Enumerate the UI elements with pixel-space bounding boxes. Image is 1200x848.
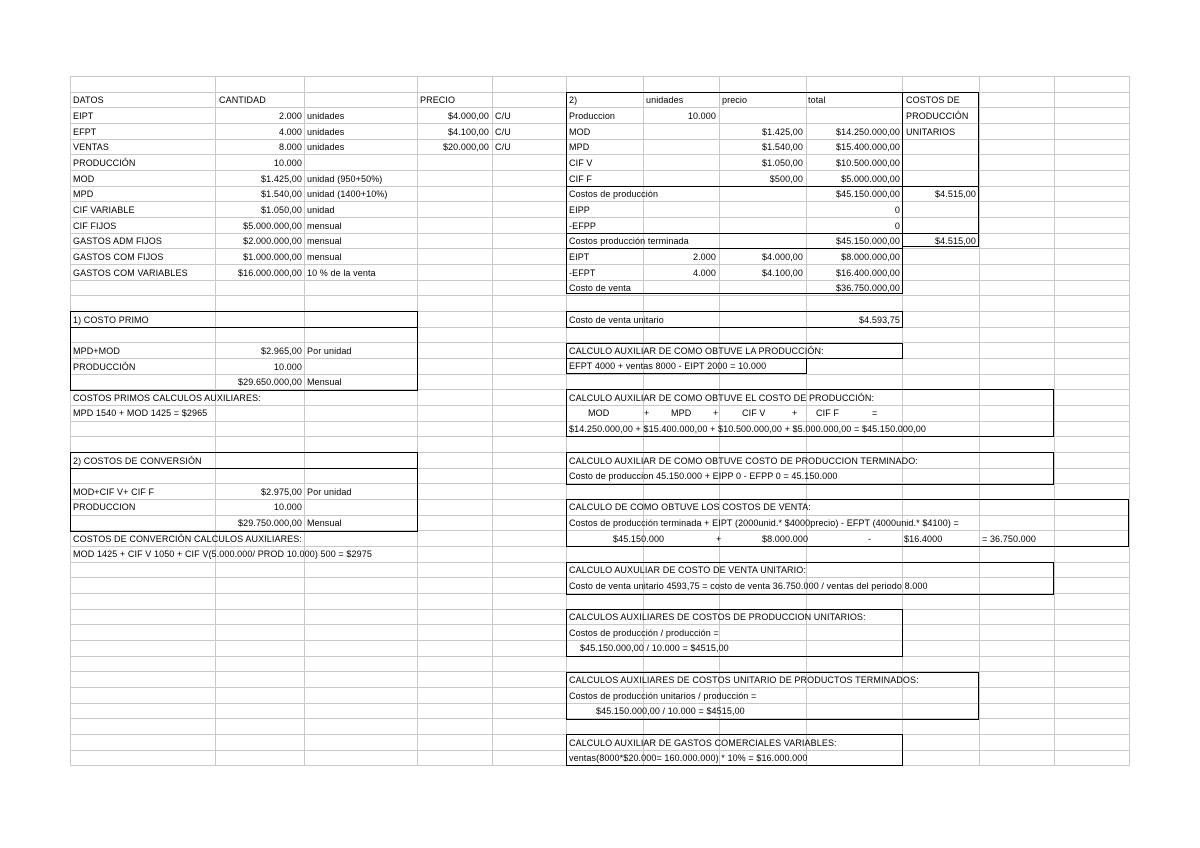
aux-unit-line: $45.150.000,00 / 10.000 = $4515,00: [580, 643, 729, 653]
terminada-total: $45.150.000,00: [836, 236, 900, 246]
precio-header: PRECIO: [420, 95, 456, 105]
datos-cantidad: 8.000: [278, 142, 302, 152]
datos-unidad: unidades: [307, 111, 345, 121]
datos-label: MPD: [73, 189, 94, 199]
datos-label: VENTAS: [73, 142, 109, 152]
costo-primo-value: 10.000: [273, 362, 302, 372]
costo-primo-aux-title: COSTOS PRIMOS CALCULOS AUXILIARES:: [73, 393, 261, 403]
aux-costo-plus: +: [792, 408, 798, 418]
section2-total: $10.500.000,00: [836, 158, 900, 168]
aux-term-title: CALCULO AUXILIAR DE COMO OBTUVE COSTO DE PRODUCCION TERMINADO:: [569, 456, 918, 466]
aux-term-unit-title: CALCULOS AUXILIARES DE COSTOS UNITARIO DE PRODUCTOS TERMINADOS:: [569, 675, 919, 685]
aux-prod-title: CALCULO AUXILIAR DE COMO OBTUVE LA PRODUCCIÓN:: [569, 346, 824, 356]
costo-venta-total: $36.750.000,00: [836, 283, 900, 293]
datos-cantidad: 10.000: [273, 158, 302, 168]
section2-precio: $1.425,00: [762, 127, 803, 137]
grid-row-line: [70, 295, 1130, 296]
aux-venta-value: $8.000.000: [762, 534, 809, 544]
aux-venta-plus: +: [716, 534, 722, 544]
aux-costo-ciff: CIF F: [816, 408, 839, 418]
terminada-unitario: $4.515,00: [935, 236, 976, 246]
datos-unidad: unidades: [307, 142, 345, 152]
aux-venta-result: = 36.750.000: [982, 534, 1037, 544]
costo-primo-title: 1) COSTO PRIMO: [73, 315, 149, 325]
eipp-value: 0: [894, 205, 900, 215]
section2-total: $15.400.000,00: [836, 142, 900, 152]
section2-label: CIF V: [569, 158, 593, 168]
aux-costo-plus: +: [644, 408, 650, 418]
aux-term-unit-line: Costos de producción unitarios / producción =: [569, 691, 757, 701]
costos-unitarios-header: PRODUCCIÓN: [906, 111, 969, 121]
datos-label: GASTOS ADM FIJOS: [73, 236, 162, 246]
efpt-precio: $4.100,00: [762, 268, 803, 278]
section2-total: $14.250.000,00: [836, 127, 900, 137]
eipt-precio: $4.000,00: [762, 252, 803, 262]
datos-cantidad: 4.000: [278, 127, 302, 137]
costo-primo-unit: Por unidad: [307, 346, 352, 356]
efpp-label: -EFPP: [569, 221, 597, 231]
aux-venta-formula: Costos de producción terminada + EIPT (2000unid.* $4000precio) - EFPT (4000unid.* $4100) =: [569, 518, 959, 528]
costos-conversion-aux-title: COSTOS DE CONVERCIÓN CALCULOS AUXILIARES:: [73, 534, 302, 544]
section2-precio: $500,00: [769, 174, 803, 184]
aux-prod-formula: EFPT 4000 + ventas 8000 - EIPT 2000 = 10.000: [569, 361, 767, 371]
datos-unidad: unidad (950+50%): [307, 174, 383, 184]
eipp-label: EIPP: [569, 205, 590, 215]
eipt-units: 2.000: [692, 252, 716, 262]
datos-unidad: unidad (1400+10%): [307, 189, 388, 199]
cantidad-header: CANTIDAD: [219, 95, 266, 105]
datos-cantidad: $16.000.000,00: [238, 268, 302, 278]
rule: [566, 248, 903, 249]
aux-term-formula: Costo de produccion 45.150.000 + EIPP 0 - EFPP 0 = 45.150.000: [569, 471, 838, 481]
efpt-units: 4.000: [692, 268, 716, 278]
grid-row-line: [70, 76, 1130, 77]
section2-precio: $1.540,00: [762, 142, 803, 152]
datos-header: DATOS: [73, 95, 104, 105]
aux-cvu-formula: Costo de venta unitario 4593,75 = costo de venta 36.750.000 / ventas del periodo 8.000: [569, 581, 928, 591]
costos-conversion-value: $29.750.000,00: [238, 518, 302, 528]
datos-cantidad: $1.540,00: [261, 189, 302, 199]
efpp-value: 0: [894, 221, 900, 231]
aux-unit-title: CALCULOS AUXILIARES DE COSTOS DE PRODUCCION UNITARIOS:: [569, 612, 866, 622]
aux-costo-mpd: MPD: [671, 408, 692, 418]
aux-costo-formula: $14.250.000,00 + $15.400.000,00 + $10.500.000,00 + $5.000.000,00 = $45.150.000,00: [569, 424, 926, 434]
costos-conversion-unit: Mensual: [307, 518, 342, 528]
costo-primo-aux-formula: MPD 1540 + MOD 1425 = $2965: [73, 408, 208, 418]
costos-produccion-unitario: $4.515,00: [935, 189, 976, 199]
costos-conversion-unit: Por unidad: [307, 487, 352, 497]
datos-cantidad: $1.050,00: [261, 205, 302, 215]
aux-gastos-formula: ventas(8000*$20.000= 160.000.000) * 10% = $16.000.000: [569, 753, 808, 763]
datos-label: CIF FIJOS: [73, 221, 117, 231]
datos-label: CIF VARIABLE: [73, 205, 135, 215]
datos-label: GASTOS COM VARIABLES: [73, 268, 188, 278]
datos-cantidad: $1.425,00: [261, 174, 302, 184]
datos-unidad: mensual: [307, 236, 342, 246]
cvu-value: $4.593,75: [859, 315, 900, 325]
aux-cvu-title: CALCULO AUXULIAR DE COSTO DE VENTA UNITARIO:: [569, 565, 806, 575]
datos-precio: $20.000,00: [442, 142, 489, 152]
costo-primo-label: PRODUCCIÓN: [73, 362, 136, 372]
produccion-label: Produccion: [569, 111, 616, 121]
datos-cantidad: $5.000.000,00: [243, 221, 302, 231]
costos-conversion-value: 10.000: [273, 502, 302, 512]
costo-venta-label: Costo de venta: [569, 283, 631, 293]
aux-unit-line: Costos de producción / producción =: [569, 628, 719, 638]
aux-venta-title: CALCULO DE COMO OBTUVE LOS COSTOS DE VENTA:: [569, 502, 812, 512]
datos-cu: C/U: [495, 111, 511, 121]
terminada-label: Costos producción terminada: [569, 236, 689, 246]
section2-precio: $1.050,00: [762, 158, 803, 168]
datos-label: EFPT: [73, 127, 97, 137]
cvu-label: Costo de venta unitario: [569, 315, 664, 325]
datos-label: EIPT: [73, 111, 94, 121]
eipt-total: $8.000.000,00: [841, 252, 900, 262]
aux-term-unit-line: $45.150.000,00 / 10.000 = $4515,00: [596, 706, 745, 716]
datos-label: MOD: [73, 174, 95, 184]
datos-cantidad: 2.000: [278, 111, 302, 121]
costo-primo-label: MPD+MOD: [73, 346, 120, 356]
section2-number: 2): [569, 95, 578, 105]
section2-label: MPD: [569, 142, 590, 152]
aux-venta-value: $45.150.000: [613, 534, 665, 544]
datos-cu: C/U: [495, 142, 511, 152]
costo-primo-unit: Mensual: [307, 377, 342, 387]
costos-conversion-aux-formula: MOD 1425 + CIF V 1050 + CIF V(5.000.000/ PROD 10.000) 500 = $2975: [73, 549, 372, 559]
datos-cu: C/U: [495, 127, 511, 137]
costos-conversion-value: $2.975,00: [261, 487, 302, 497]
aux-costo-eq: =: [872, 408, 878, 418]
section2-unidades-header: unidades: [646, 95, 684, 105]
aux-costo-title: CALCULO AUXILIAR DE COMO OBTUVE EL COSTO DE PRODUCCIÓN:: [569, 393, 875, 403]
section2-label: CIF F: [569, 174, 592, 184]
aux-costo-plus: +: [713, 408, 719, 418]
costo-primo-value: $29.650.000,00: [238, 377, 302, 387]
costos-conversion-label: PRODUCCION: [73, 502, 136, 512]
aux-costo-cifv: CIF V: [742, 408, 766, 418]
costos-conversion-title: 2) COSTOS DE CONVERSIÓN: [73, 456, 202, 466]
costos-produccion-total: $45.150.000,00: [836, 189, 900, 199]
aux-gastos-title: CALCULO AUXILIAR DE GASTOS COMERCIALES VARIABLES:: [569, 738, 837, 748]
section2-label: MOD: [569, 127, 591, 137]
section2-precio-header: precio: [722, 95, 748, 105]
datos-cantidad: $1.000.000,00: [243, 252, 302, 262]
costos-unitarios-header: UNITARIOS: [906, 127, 956, 137]
eipt-label: EIPT: [569, 252, 590, 262]
efpt-label: -EFPT: [569, 268, 596, 278]
costos-conversion-label: MOD+CIF V+ CIF F: [73, 487, 155, 497]
datos-precio: $4.000,00: [448, 111, 489, 121]
datos-precio: $4.100,00: [448, 127, 489, 137]
efpt-total: $16.400.000,00: [836, 268, 900, 278]
datos-unidad: unidades: [307, 127, 345, 137]
costos-produccion-label: Costos de producción: [569, 189, 659, 199]
costos-unitarios-header: COSTOS DE: [906, 95, 960, 105]
section2-total-header: total: [808, 95, 826, 105]
costo-primo-value: $2.965,00: [261, 346, 302, 356]
produccion-value: 10.000: [687, 111, 716, 121]
aux-costo-mod: MOD: [588, 408, 610, 418]
datos-unidad: mensual: [307, 252, 342, 262]
datos-unidad: 10 % de la venta: [307, 268, 376, 278]
aux-venta-value: $16.4000: [904, 534, 943, 544]
datos-cantidad: $2.000.000,00: [243, 236, 302, 246]
aux-venta-minus: -: [868, 534, 872, 544]
datos-unidad: unidad: [307, 205, 335, 215]
datos-label: GASTOS COM FIJOS: [73, 252, 164, 262]
section2-total: $5.000.000,00: [841, 174, 900, 184]
datos-unidad: mensual: [307, 221, 342, 231]
datos-label: PRODUCCIÓN: [73, 158, 136, 168]
